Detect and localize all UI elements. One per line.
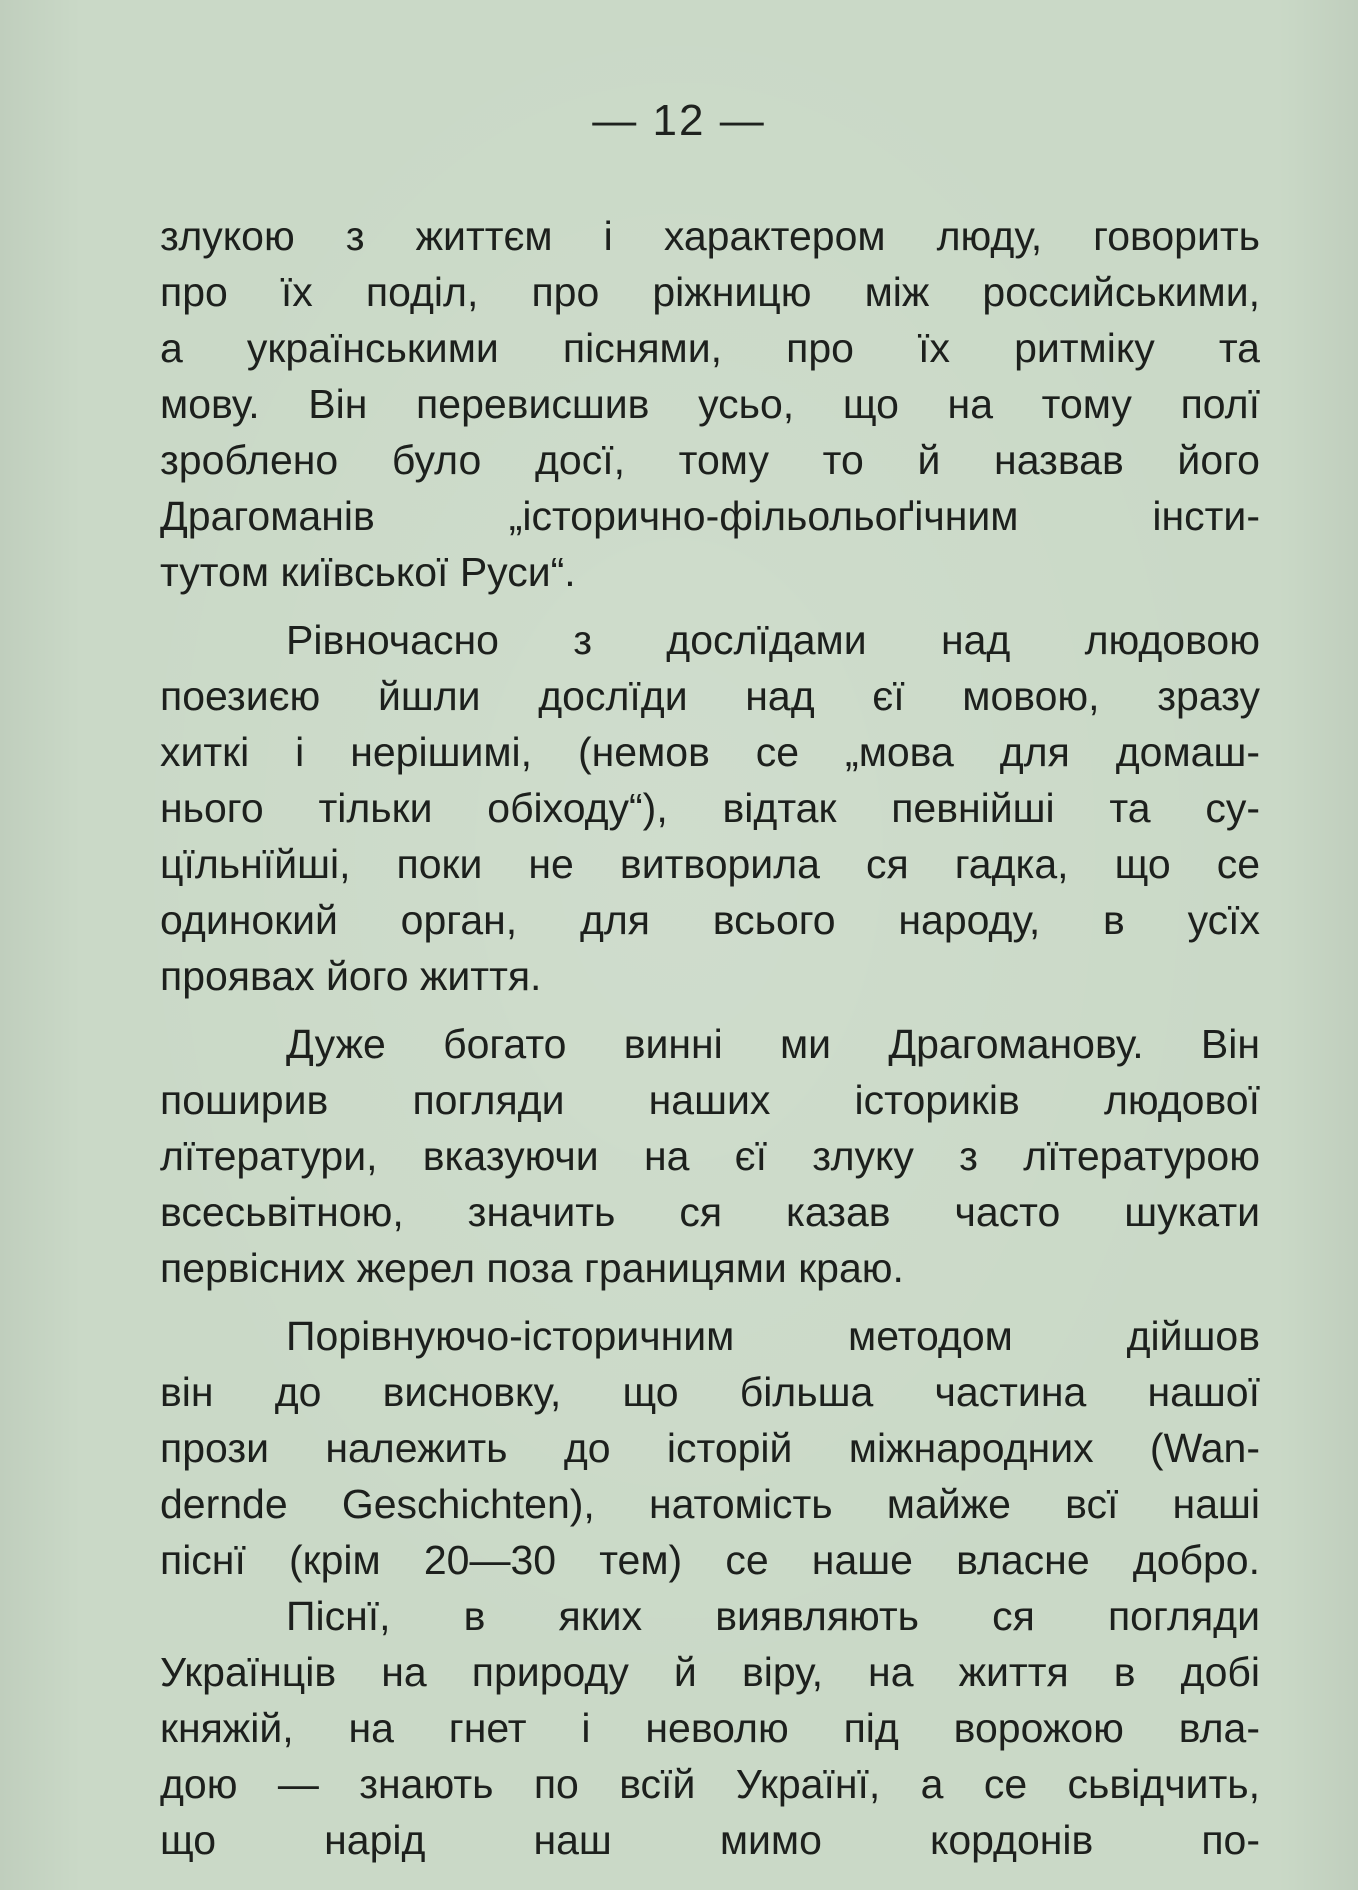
text-line: Драгоманів „історично-фільольоґічним інсти- — [160, 493, 1260, 539]
text-line: Порівнуючо-історичним методом дійшов — [286, 1313, 1260, 1359]
text-line: дою — знають по всїй Українї, а се сьвідчить, — [160, 1761, 1260, 1807]
body-text — [160, 208, 1260, 1868]
text-line: цїльнїйші, поки не витворила ся гадка, що се — [160, 841, 1260, 887]
text-line: dernde Geschichten), натомість майже всї наші — [160, 1481, 1260, 1527]
text-line: Дуже богато винні ми Драгоманову. Він — [286, 1021, 1260, 1067]
text-line: поезиєю йшли дослїди над єї мовою, зразу — [160, 673, 1260, 719]
text-line: про їх поділ, про ріжницю між российськими, — [160, 269, 1260, 315]
paragraph-gap — [160, 1004, 1260, 1016]
text-line: піснї (крім 20—30 тем) се наше власне добро. — [160, 1537, 1260, 1583]
text-line: тутом київської Руси“. — [160, 549, 576, 595]
paragraph-2 — [160, 612, 1260, 1004]
text-line: лїтератури, вказуючи на єї злуку з лїтературою — [160, 1133, 1260, 1179]
paragraph-4 — [160, 1308, 1260, 1588]
text-line: первісних жерел поза границями краю. — [160, 1245, 904, 1291]
text-line: зроблено було досї, тому то й назвав його — [160, 437, 1260, 483]
text-line: а українськими піснями, про їх ритміку та — [160, 325, 1260, 371]
text-line: Українців на природу й віру, на життя в добі — [160, 1649, 1260, 1695]
text-line: мову. Він перевисшив усьо, що на тому полї — [160, 381, 1260, 427]
text-line: всесьвітною, значить ся казав часто шукати — [160, 1189, 1260, 1235]
text-line: княжій, на гнет і неволю під ворожою вла- — [160, 1705, 1260, 1751]
text-line: нього тільки обіходу“), відтак певнійші та су- — [160, 785, 1260, 831]
text-line: він до висновку, що більша частина нашої — [160, 1369, 1260, 1415]
text-line: хиткі і нерішимі, (немов се „мова для домаш- — [160, 729, 1260, 775]
paragraph-5 — [160, 1588, 1260, 1868]
paragraph-3 — [160, 1016, 1260, 1296]
page-number: — 12 — — [592, 96, 766, 145]
paragraph-1 — [160, 208, 1260, 600]
text-line: Піснї, в яких виявляють ся погляди — [286, 1593, 1260, 1639]
text-line: що нарід наш мимо кордонів по- — [160, 1817, 1260, 1863]
text-line: Рівночасно з дослїдами над людовою — [286, 617, 1260, 663]
text-line: злукою з життєм і характером люду, говорить — [160, 213, 1260, 259]
paragraph-gap — [160, 1296, 1260, 1308]
text-line: поширив погляди наших істориків людової — [160, 1077, 1260, 1123]
text-line: проявах його життя. — [160, 953, 542, 999]
text-line: одинокий орган, для всього народу, в усїх — [160, 897, 1260, 943]
text-line: прози належить до історій міжнародних (Wan- — [160, 1425, 1260, 1471]
paragraph-gap — [160, 600, 1260, 612]
